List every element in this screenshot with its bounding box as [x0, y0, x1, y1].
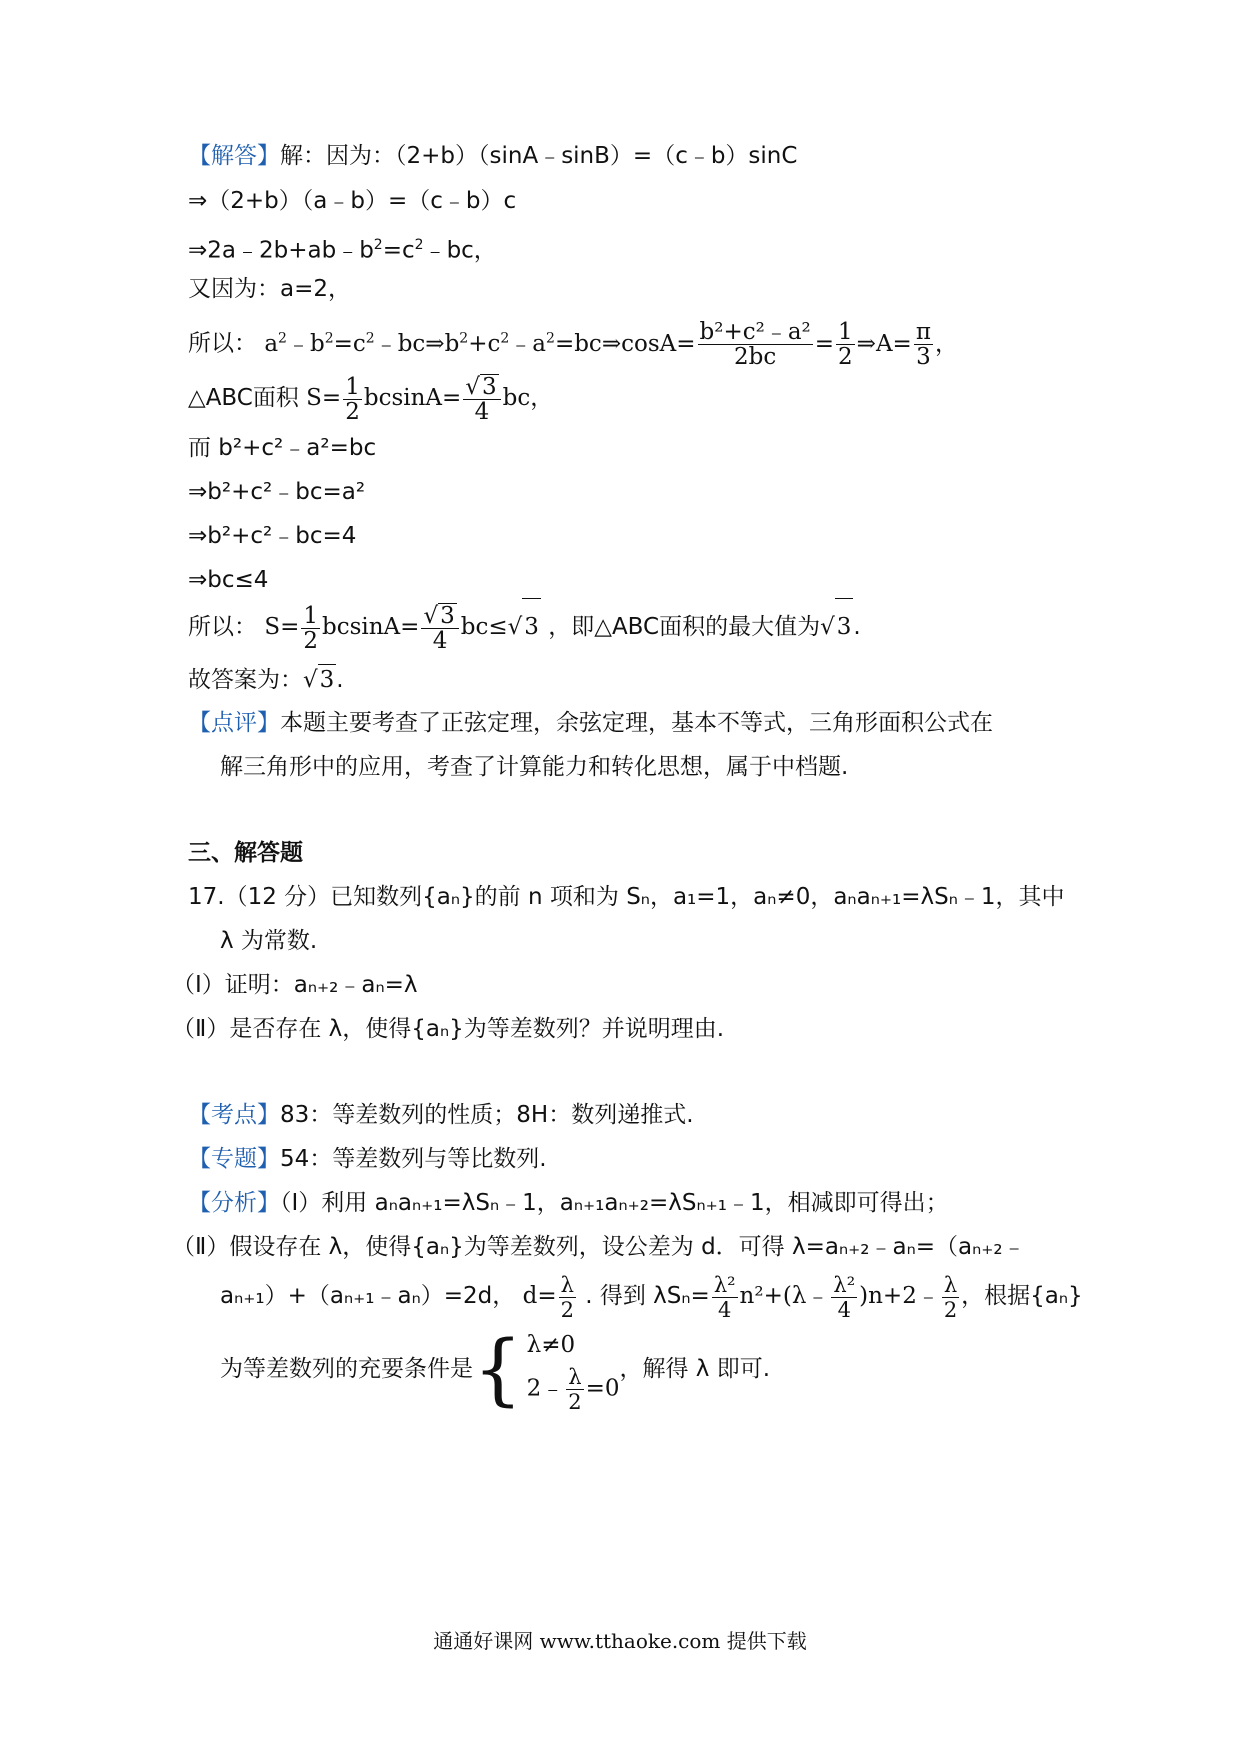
- kaodian-tag: 【考点】: [188, 1102, 280, 1128]
- problem-line-2: λ 为常数.: [220, 928, 318, 954]
- pi-over-3-fraction: $\frac{\pi}{3}$: [915, 319, 931, 371]
- solution-line-10: ⇒bc≤4: [188, 567, 269, 593]
- problem-part-2: （Ⅱ）是否存在 λ，使得{aₙ}为等差数列？并说明理由.: [172, 1016, 725, 1042]
- fenxi-line-4: 为等差数列的充要条件是 { λ≠0 2﹣ $\frac{\lambda}{2}$ =0 ，解得 λ 即可.: [220, 1324, 771, 1415]
- problem-part-1: （Ⅰ）证明：aₙ₊₂﹣aₙ=λ: [172, 972, 418, 998]
- zhuanti-tag: 【专题】: [188, 1146, 280, 1172]
- solution-line-9: ⇒b²+c²﹣bc=4: [188, 523, 357, 549]
- fenxi-tag: 【分析】: [188, 1190, 280, 1216]
- fenxi-line-2: （Ⅱ）假设存在 λ，使得{aₙ}为等差数列，设公差为 d．可得 λ=aₙ₊₂﹣aₙ=（aₙ₊₂﹣: [172, 1234, 1026, 1260]
- kaodian-line: 【考点】83：等差数列的性质；8H：数列递推式.: [188, 1102, 694, 1128]
- comment-tag: 【点评】: [188, 710, 280, 736]
- solution-line-1: 【解答】解：因为：（2+b）（sinA﹣sinB）=（c﹣b）sinC: [188, 143, 798, 169]
- area-max: 所以： S= $\frac{1}{2}$ bcsinA= √ 3 4 bc≤√ 3 ，即△ABC面积的最大值为√ 3 .: [188, 598, 861, 655]
- half-fraction: $\frac{1}{2}$: [838, 319, 853, 371]
- problem-line-1: 17.（12 分）已知数列{aₙ}的前 n 项和为 Sₙ，a₁=1，aₙ≠0，aₙaₙ₊₁=λSₙ﹣1，其中: [188, 884, 1065, 910]
- cosA-derivation: 所以： $a^2﹣b^2=c^2﹣bc\Rightarrow b^2+c^2﹣a^2=bc\Rightarrow\cos A=$ $\frac{\text{b²+c²﹣a²}}{2bc}$ = $\frac{1}{2}$ ⇒A= $\frac{\pi}{3}$ ，: [188, 319, 958, 371]
- section-heading: 三、解答题: [188, 840, 303, 866]
- solution-line-4: 又因为：a=2，: [188, 276, 351, 302]
- sqrt-symbol: √ 3: [465, 374, 497, 400]
- zhuanti-line: 【专题】54：等差数列与等比数列.: [188, 1146, 547, 1172]
- left-brace-icon: {: [473, 1324, 523, 1415]
- equation-system: { λ≠0 2﹣ $\frac{\lambda}{2}$ =0: [473, 1324, 620, 1415]
- solution-tag: 【解答】: [188, 143, 280, 169]
- solution-line-2: ⇒（2+b）（a﹣b）=（c﹣b）c: [188, 188, 517, 214]
- page-footer: 通通好课网 www.tthaoke.com 提供下载: [433, 1629, 807, 1653]
- solution-line-8: ⇒b²+c²﹣bc=a²: [188, 479, 366, 505]
- solution-line-7: 而 b²+c²﹣a²=bc: [188, 435, 377, 461]
- solution-line-3: $\Rightarrow 2a﹣2b+ab﹣b^2=c^2﹣bc$，: [188, 237, 497, 264]
- fenxi-line-3: aₙ₊₁）+（aₙ₊₁﹣aₙ）=2d， d= $\frac{\lambda}{2}$ . 得到 λSₙ= $\frac{\text{λ²}}{4}$ n²+(λ﹣ $\frac{\text{λ²}}{4}$ )n+2﹣ $\frac{\lambda}{2}$ ，根据{aₙ}: [220, 1272, 1083, 1322]
- area-formula: △ABC面积 S= $\frac{1}{2}$ bcsinA= √ 3 4 bc，: [188, 373, 554, 425]
- comment-line-2: 解三角形中的应用，考查了计算能力和转化思想，属于中档题.: [220, 754, 849, 780]
- cosA-fraction: $\frac{\text{b²+c²﹣a²}}{2bc}$: [699, 319, 811, 371]
- final-answer: 故答案为：√ 3 .: [188, 664, 344, 695]
- comment-line-1: 【点评】本题主要考查了正弦定理，余弦定理，基本不等式，三角形面积公式在: [188, 710, 993, 736]
- fenxi-line-1: 【分析】（Ⅰ）利用 aₙaₙ₊₁=λSₙ﹣1，aₙ₊₁aₙ₊₂=λSₙ₊₁﹣1，相减即可得出；: [188, 1190, 949, 1216]
